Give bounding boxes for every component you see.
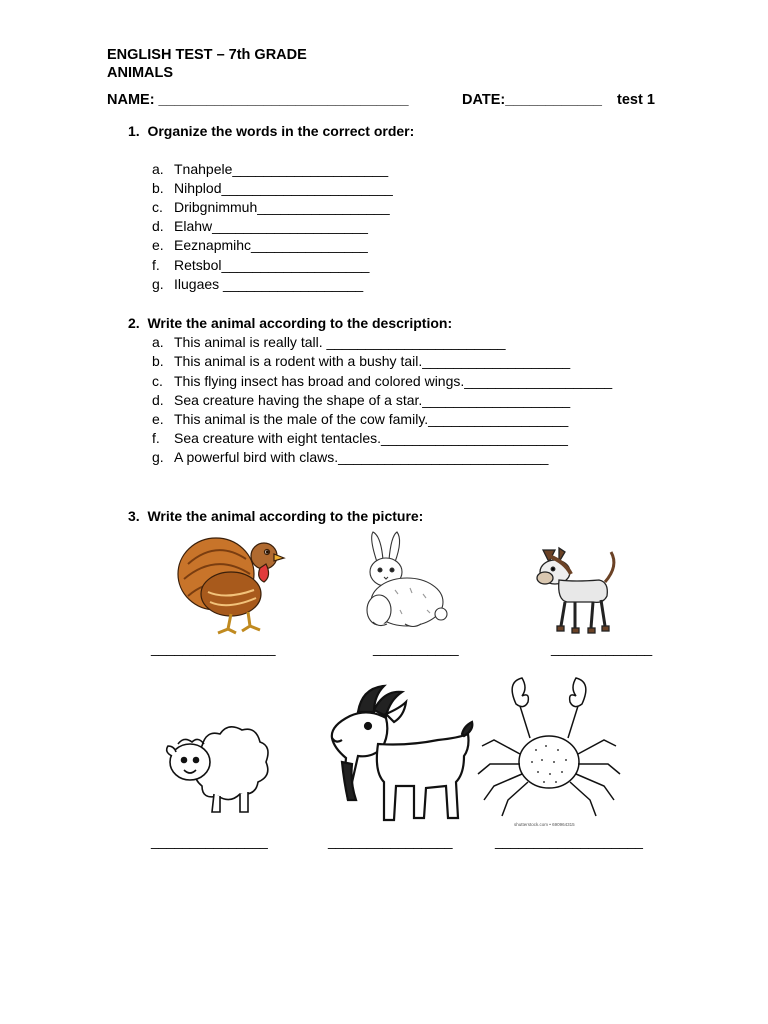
question-2-title: 2. Write the animal according to the description: [128, 315, 453, 331]
q1-letter-e: e. [152, 237, 164, 253]
q2-letter-b: b. [152, 353, 164, 369]
q1-letter-g: g. [152, 276, 164, 292]
test-number: test 1 [617, 92, 655, 108]
q2-letter-e: e. [152, 411, 164, 427]
q2-letter-c: c. [152, 373, 163, 389]
answer-blank-rabbit[interactable]: ___________ [373, 640, 459, 656]
q2-item-g: A powerful bird with claws.___________________________ [174, 449, 549, 465]
donkey-picture [535, 544, 621, 636]
question-1-title: 1. Organize the words in the correct order: [128, 123, 415, 139]
answer-blank-donkey[interactable]: _____________ [551, 640, 653, 656]
crab-picture [476, 674, 626, 824]
q1-letter-a: a. [152, 161, 164, 177]
q1-item-e: Eeznapmihc_______________ [174, 237, 368, 253]
answer-blank-goat[interactable]: ________________ [328, 833, 453, 849]
q1-item-c: Dribgnimmuh_________________ [174, 199, 390, 215]
name-field: NAME: _______________________________ [107, 92, 409, 108]
q1-item-b: Nihplod______________________ [174, 180, 393, 196]
q1-item-d: Elahw____________________ [174, 218, 368, 234]
date-field: DATE:____________ [462, 92, 602, 108]
q1-letter-f: f. [152, 257, 160, 273]
q1-letter-c: c. [152, 199, 163, 215]
answer-blank-turkey[interactable]: ________________ [151, 640, 276, 656]
q1-item-f: Retsbol___________________ [174, 257, 370, 273]
q2-item-e: This animal is the male of the cow family.__________________ [174, 411, 569, 427]
q1-letter-b: b. [152, 180, 164, 196]
test-title: ENGLISH TEST – 7th GRADE [107, 47, 307, 63]
q1-letter-d: d. [152, 218, 164, 234]
q2-letter-d: d. [152, 392, 164, 408]
test-subtitle: ANIMALS [107, 65, 174, 81]
turkey-picture [176, 534, 286, 636]
q1-item-g: Ilugaes __________________ [174, 276, 364, 292]
answer-blank-sheep[interactable]: _______________ [151, 833, 268, 849]
q2-item-d: Sea creature having the shape of a star.___________________ [174, 392, 571, 408]
q1-item-a: Tnahpele____________________ [174, 161, 389, 177]
q2-letter-f: f. [152, 430, 160, 446]
q2-item-c: This flying insect has broad and colored wings.___________________ [174, 373, 613, 389]
q2-letter-a: a. [152, 334, 164, 350]
q2-item-f: Sea creature with eight tentacles.________________________ [174, 430, 568, 446]
watermark: shutterstock.com • 690964315 [514, 822, 575, 827]
q2-letter-g: g. [152, 449, 164, 465]
sheep-picture [162, 716, 274, 820]
goat-picture [328, 682, 476, 830]
rabbit-picture [355, 530, 450, 630]
answer-blank-crab[interactable]: ___________________ [495, 833, 643, 849]
q2-item-a: This animal is really tall. _______________________ [174, 334, 506, 350]
q2-item-b: This animal is a rodent with a bushy tail.___________________ [174, 353, 571, 369]
question-3-title: 3. Write the animal according to the picture: [128, 508, 424, 524]
